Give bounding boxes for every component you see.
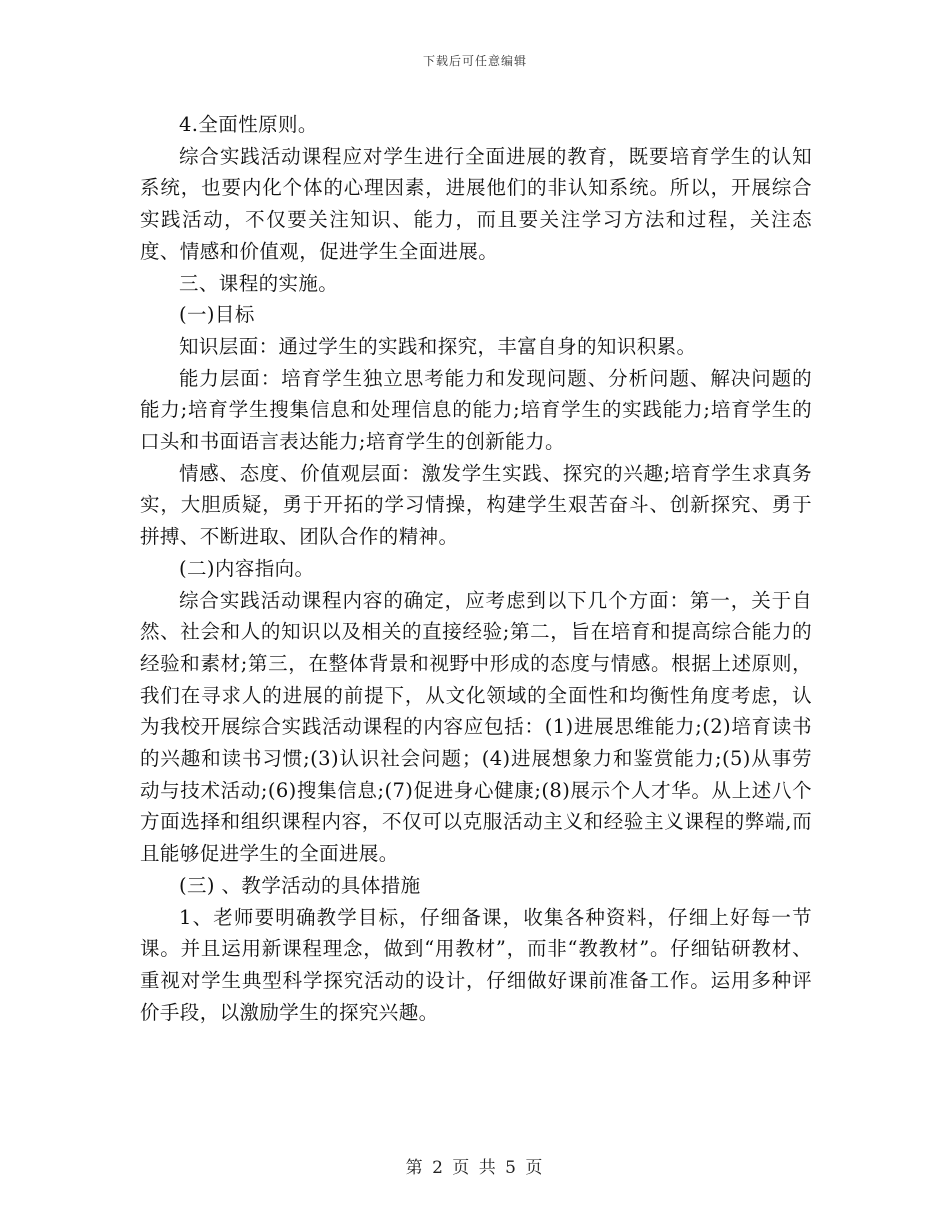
- paragraph-content-direction: 综合实践活动课程内容的确定，应考虑到以下几个方面：第一，关于自然、社会和人的知识以及相关的直接经验;第二，旨在培育和提高综合能力的经验和素材;第三，在整体背景和视野中形成的态度与情感。根据上述原则，我们在寻求人的进展的前提下，从文化领域的全面性和均衡性角度考虑，认为我校开展综合实践活动课程的内容应包括：(1)进展思维能力;(2)培育读书的兴趣和读书习惯;(3)认识社会问题；(4)进展想象力和鉴赏能力;(5)从事劳动与技术活动;(6)搜集信息;(7)促进身心健康;(8)展示个人才华。从上述八个方面选择和组织课程内容，不仅可以克服活动主义和经验主义课程的弊端,而且能够促进学生的全面进展。: [140, 588, 812, 866]
- paragraph-knowledge-level: 知识层面：通过学生的实践和探究，丰富自身的知识积累。: [179, 334, 697, 358]
- paragraph-emotion-level: 情感、态度、价值观层面：激发学生实践、探究的兴趣;培育学生求真务实，大胆质疑，勇于开拓的学习情操，构建学生艰苦奋斗、创新探究、勇于拼搏、不断进取、团队合作的精神。: [140, 461, 812, 549]
- document-body: [140, 109, 812, 1028]
- subheading-content-direction: (二)内容指向。: [179, 556, 315, 580]
- paragraph-teaching-measure-1: 1、老师要明确教学目标，仔细备课，收集各种资料，仔细上好每一节课。并且运用新课程理念，做到“用教材”，而非“教教材”。仔细钻研教材、重视对学生典型科学探究活动的设计，仔细做好课前准备工作。运用多种评价手段，以激励学生的探究兴趣。: [140, 905, 812, 1024]
- page-header: 下载后可任意编辑: [422, 54, 527, 68]
- page-number: 第 2 页 共 5 页: [405, 1158, 545, 1178]
- subheading-goals: (一)目标: [179, 303, 255, 327]
- paragraph-principle-body: 综合实践活动课程应对学生进行全面进展的教育，既要培育学生的认知系统，也要内化个体的心理因素，进展他们的非认知系统。所以，开展综合实践活动，不仅要关注知识、能力，而且要关注学习方法和过程，关注态度、情感和价值观，促进学生全面进展。: [140, 144, 812, 263]
- subheading-teaching-measures: (三) 、教学活动的具体措施: [179, 873, 421, 897]
- paragraph-principle-heading: 4.全面性原则。: [179, 113, 318, 136]
- section-heading-implementation: 三、课程的实施。: [179, 271, 339, 295]
- paragraph-ability-level: 能力层面：培育学生独立思考能力和发现问题、分析问题、解决问题的能力;培育学生搜集信息和处理信息的能力;培育学生的实践能力;培育学生的口头和书面语言表达能力;培育学生的创新能力。: [140, 366, 812, 454]
